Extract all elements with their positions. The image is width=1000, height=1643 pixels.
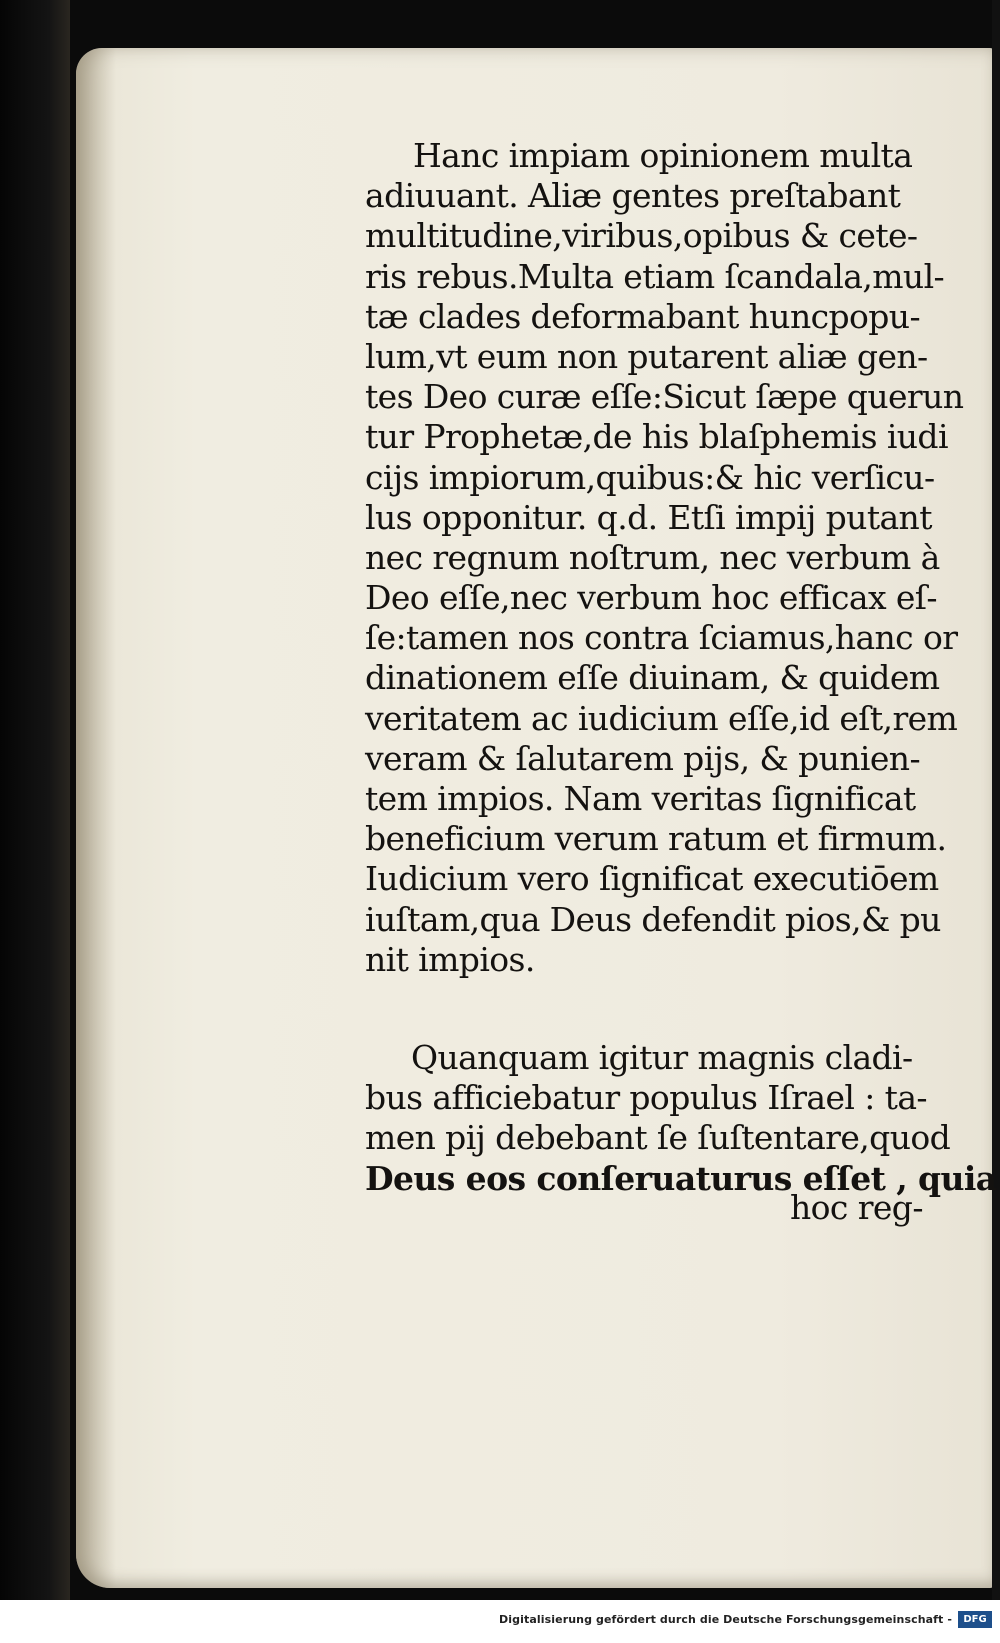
- text-line: iuſtam,qua Deus defendit pios,& pu: [365, 899, 941, 939]
- text-line: Deo eſſe,nec verbum hoc efficax eſ-: [365, 578, 937, 618]
- paragraph-2: [365, 1038, 995, 1199]
- footer-bar: [0, 1600, 1000, 1643]
- text-line: adiuuant. Aliæ gentes preſtabant: [365, 176, 901, 216]
- text-line: Hanc impiam opinionem multa: [413, 136, 913, 175]
- text-line: Deus eos conſeruaturus eſſet , quia: [365, 1158, 997, 1198]
- text-line: nit impios.: [365, 939, 535, 979]
- page-text: [365, 136, 995, 1199]
- text-line: lum,vt eum non putarent aliæ gen-: [365, 336, 928, 376]
- text-line: dinationem eſſe diuinam, & quidem: [365, 658, 940, 698]
- text-line: veram & ſalutarem pijs, & punien-: [365, 738, 920, 778]
- page-curl-shadow: [76, 48, 116, 1588]
- text-line: bus afficiebatur populus Iſrael : ta-: [365, 1078, 927, 1118]
- text-line: tæ clades deformabant huncpopu-: [365, 296, 921, 336]
- text-line: ſe:tamen nos contra ſciamus,hanc or: [365, 618, 958, 658]
- text-line: Iudicium vero ſignificat executiōem: [365, 859, 939, 899]
- dfg-logo-icon: DFG: [958, 1611, 992, 1628]
- text-line: men pij debebant ſe ſuſtentare,quod: [365, 1118, 951, 1158]
- text-line: tem impios. Nam veritas ſignificat: [365, 779, 916, 818]
- text-line: multitudine,viribus,opibus & cete-: [365, 216, 918, 256]
- text-line: tes Deo curæ eſſe:Sicut ſæpe querun: [365, 377, 964, 417]
- text-line: lus opponitur. q.d. Etſi impij putant: [365, 497, 932, 537]
- text-line: cijs impiorum,quibus:& hic verſicu-: [365, 457, 935, 497]
- funding-credit: Digitalisierung gefördert durch die Deutsche Forschungsgemeinschaft -: [499, 1613, 952, 1626]
- catchword: hoc reg-: [790, 1188, 923, 1227]
- text-line: Quanquam igitur magnis cladi-: [411, 1037, 913, 1077]
- paragraph-1: [365, 136, 995, 980]
- text-line: nec regnum noſtrum, nec verbum à: [365, 537, 940, 577]
- text-line: ris rebus.Multa etiam ſcandala,mul-: [365, 256, 945, 296]
- text-line: tur Prophetæ,de his blaſphemis iudi: [365, 417, 948, 457]
- text-line: veritatem ac iudicium eſſe,id eſt,rem: [365, 698, 958, 738]
- book-gutter-left: [0, 0, 70, 1600]
- text-line: beneficium verum ratum et firmum.: [365, 819, 947, 859]
